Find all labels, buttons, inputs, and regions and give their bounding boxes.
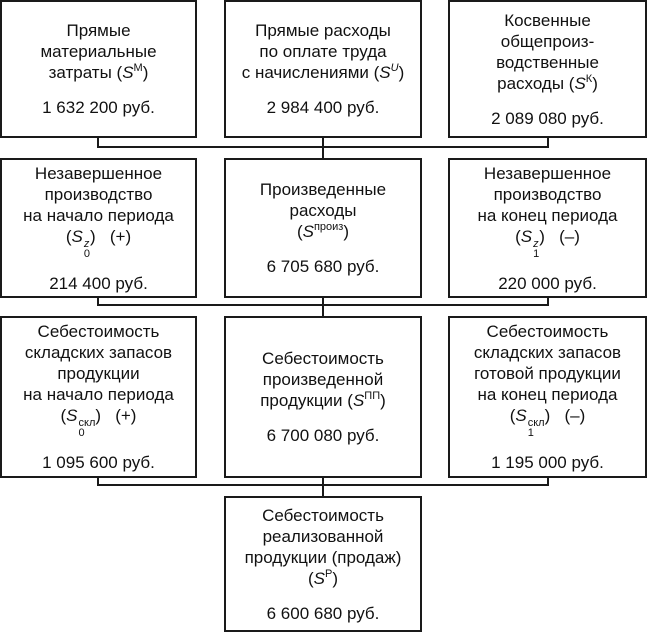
wip-start-line-2: производство: [44, 184, 153, 204]
material-line-2: материальные: [40, 42, 157, 61]
connector-row2-mid-drop: [322, 296, 324, 318]
box-wip-end: [448, 158, 647, 298]
wip-end-value: 220 000 руб.: [498, 273, 597, 293]
box-produced-goods-cost: [224, 316, 422, 478]
overhead-line-2: общепроиз-: [500, 31, 595, 51]
material-line-1: Прямые: [66, 21, 131, 40]
material-value: 1 632 200 руб.: [42, 98, 155, 117]
sold-line-3: продукции (продаж): [244, 547, 402, 567]
sold-symbol: $(S^Р)$: [307, 567, 339, 588]
labor-line-3: с начислениями $(S^U)$: [241, 62, 405, 82]
box-stock-start: [0, 316, 197, 478]
stock-end-value: 1 195 000 руб.: [491, 453, 604, 472]
stock-start-line-2: складских запасов: [24, 343, 173, 362]
labor-line-1: Прямые расходы: [255, 21, 391, 40]
labor-value: 2 984 400 руб.: [266, 98, 380, 117]
wip-end-symbol: (S z 1 ) (–): [515, 226, 580, 260]
produced-line-1: Произведенные: [259, 180, 387, 199]
overhead-value: 2 089 080 руб.: [491, 108, 604, 128]
connector-row1-mid-drop: [322, 136, 324, 160]
produced-value: 6 705 680 руб.: [266, 257, 380, 276]
produced-line-2: расходы: [289, 201, 357, 220]
labor-line-2: по оплате труда: [259, 42, 387, 61]
produced-cost-value: 6 700 080 руб.: [266, 426, 380, 445]
box-direct-labor-costs: [224, 0, 422, 138]
stock-end-line-3: готовой продукции: [474, 364, 621, 383]
material-line-3: затраты $(S^М)$: [48, 62, 149, 82]
box-indirect-overhead-costs: [448, 0, 647, 138]
produced-symbol: $(S^{произ})$: [296, 221, 350, 241]
overhead-line-1: Косвенные: [504, 10, 591, 30]
stock-start-line-1: Себестоимость: [37, 322, 160, 341]
box-wip-start: [0, 158, 197, 298]
produced-cost-line-3: продукции $(S^{ПП})$: [260, 390, 386, 410]
sold-line-1: Себестоимость: [262, 505, 384, 525]
box-cost-of-goods-sold: [224, 496, 422, 632]
connector-row3-mid-drop: [322, 476, 324, 498]
box-stock-end: [448, 316, 647, 478]
wip-start-value: 214 400 руб.: [49, 273, 148, 293]
wip-start-line-1: Незавершенное: [34, 163, 163, 183]
stock-end-symbol: (S скл 1 ) (–): [509, 406, 586, 439]
stock-start-line-3: продукции: [57, 364, 140, 383]
wip-end-line-3: на конец периода: [477, 205, 618, 225]
stock-start-symbol: (S скл 0 ) (+): [60, 406, 137, 439]
stock-end-line-2: складских запасов: [473, 343, 622, 362]
wip-start-symbol: (S z 0 ) (+): [65, 226, 132, 260]
produced-cost-line-2: произведенной: [262, 370, 384, 389]
overhead-line-4: расходы $(S^К)$: [497, 72, 598, 93]
box-produced-costs: [224, 158, 422, 298]
stock-start-value: 1 095 600 руб.: [42, 453, 155, 472]
stock-end-line-4: на конец периода: [477, 385, 618, 404]
box-direct-material-costs: [0, 0, 197, 138]
sold-line-2: реализованной: [262, 526, 384, 546]
stock-end-line-1: Себестоимость: [486, 322, 609, 341]
produced-cost-line-1: Себестоимость: [262, 349, 384, 368]
stock-start-line-4: на начало периода: [23, 385, 174, 404]
wip-end-line-1: Незавершенное: [483, 163, 612, 183]
wip-end-line-2: производство: [493, 184, 602, 204]
sold-value: 6 600 680 руб.: [266, 603, 380, 623]
overhead-line-3: водственные: [496, 52, 599, 72]
wip-start-line-3: на начало периода: [23, 205, 174, 225]
